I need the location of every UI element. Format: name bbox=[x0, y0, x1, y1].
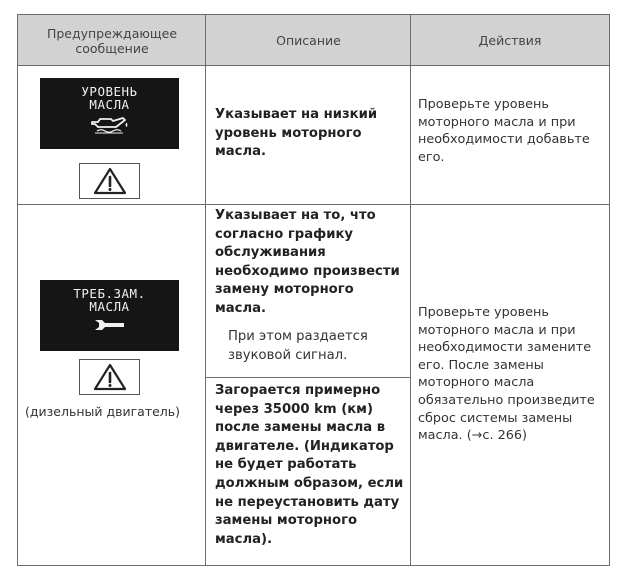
low-oil-action: Проверьте уровень моторного масла и при необходимости добавьте его. bbox=[418, 97, 590, 165]
oil-level-display-text: УРОВЕНЬ МАСЛА bbox=[81, 84, 138, 112]
description-divider bbox=[206, 377, 411, 378]
row-divider bbox=[18, 204, 609, 205]
warning-triangle-icon bbox=[92, 362, 128, 392]
warning-indicator-box bbox=[79, 359, 140, 395]
audible-signal-note: При этом раздается звуковой сигнал. bbox=[228, 329, 368, 363]
oil-level-display bbox=[40, 78, 179, 149]
low-oil-description: Указывает на низкий уровень моторного масла. bbox=[215, 107, 378, 160]
oil-can-icon bbox=[89, 113, 131, 135]
column-divider bbox=[410, 15, 411, 565]
diesel-engine-note: (дизельный двигатель) bbox=[25, 404, 181, 419]
header-warning-message: Предупреждающее сообщение bbox=[46, 25, 178, 56]
oil-change-action: Проверьте уровень моторного масла и при необходимости замените его. После замены моторного масла обязательно произведите сброс системы замены масла. (→с. 266) bbox=[418, 305, 595, 444]
oil-change-description: Указывает на то, что согласно графику обслуживания необходимо произвести замену моторного масла. bbox=[215, 208, 400, 316]
oil-change-display-text: ТРЕБ.ЗАМ. МАСЛА bbox=[73, 286, 146, 314]
wrench-icon bbox=[93, 317, 127, 333]
oil-change-display bbox=[40, 280, 179, 351]
warning-indicator-box bbox=[79, 163, 140, 199]
warning-triangle-icon bbox=[92, 166, 128, 196]
warning-messages-table bbox=[17, 14, 610, 566]
oil-change-interval-description: Загорается примерно через 35000 km (км) после замены масла в двигателе. (Индикатор не будет работать должным образом, если не переустановить дату замены моторного масла). bbox=[215, 383, 404, 547]
column-divider bbox=[205, 15, 206, 565]
header-actions: Действия bbox=[478, 33, 542, 48]
header-description: Описание bbox=[276, 33, 341, 48]
